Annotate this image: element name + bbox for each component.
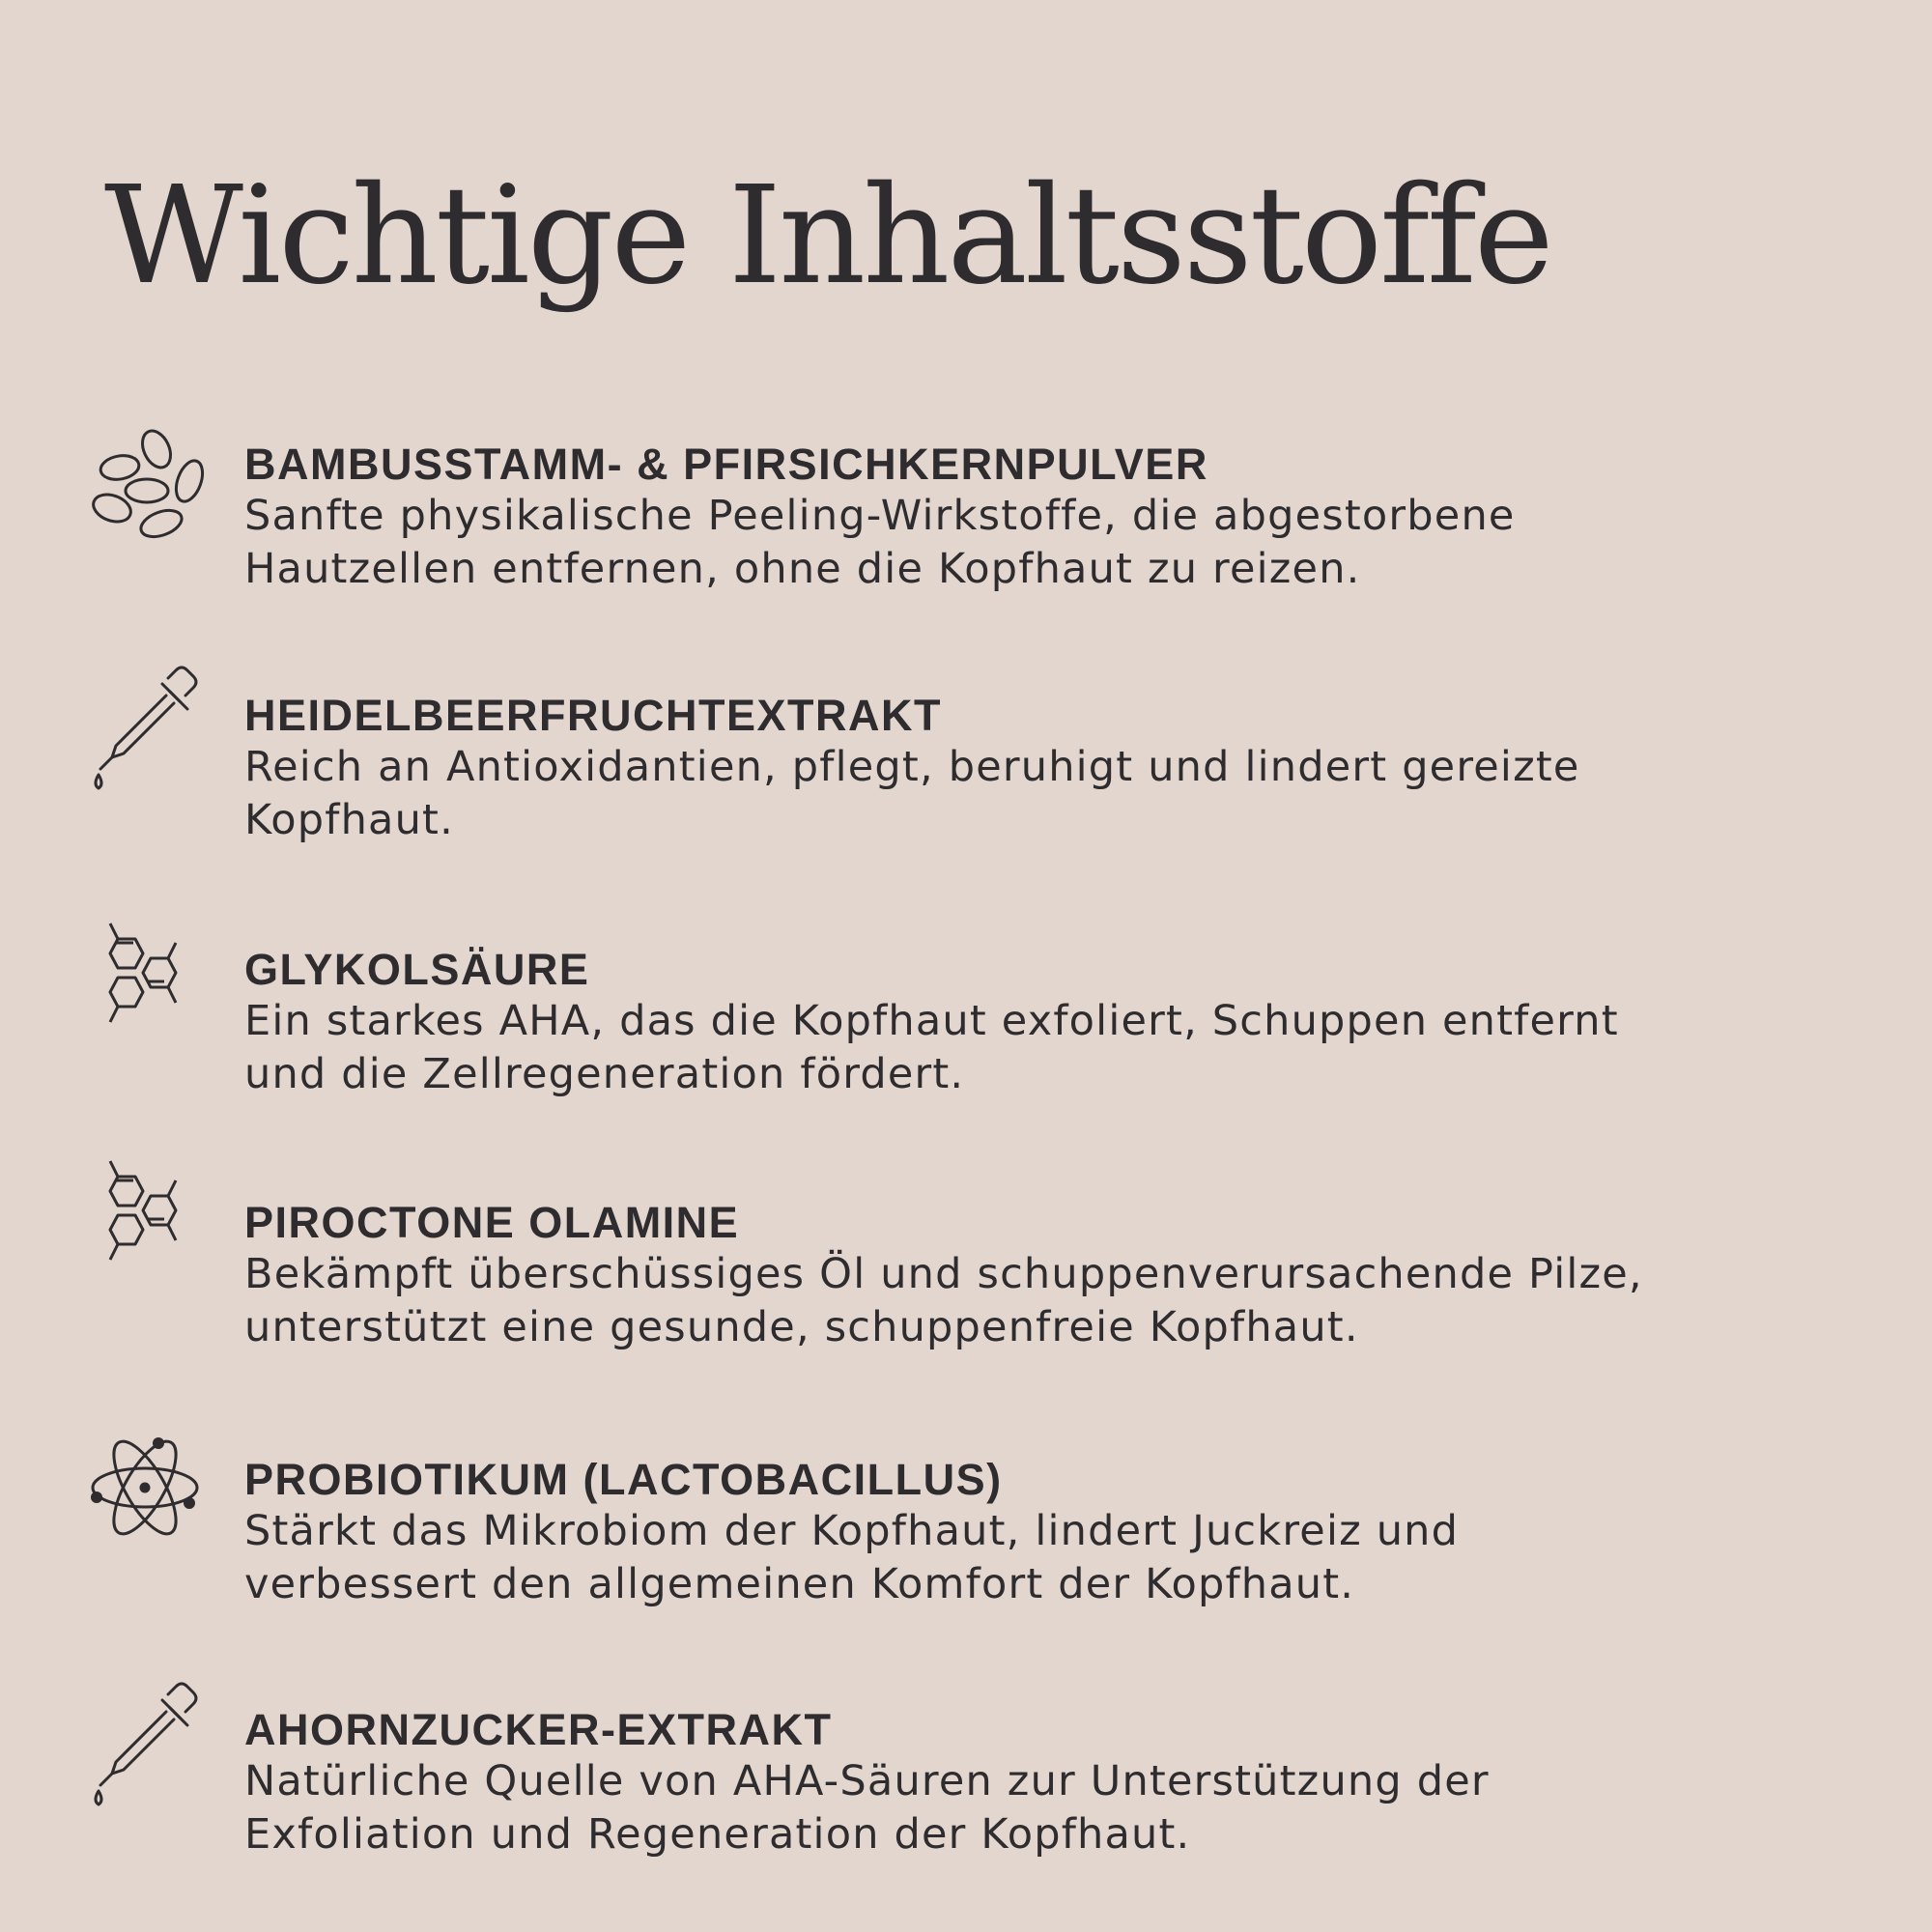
molecule-icon [89, 1153, 214, 1279]
ingredient-name: PROBIOTIKUM (LACTOBACILLUS) [244, 1455, 1003, 1504]
dropper-icon [89, 1681, 214, 1806]
ingredient-description: Reich an Antioxidantien, pflegt, beruhigt und lindert gereizte Kopfhaut. [244, 743, 1580, 844]
dropper-icon [89, 665, 214, 790]
ingredient-name: AHORNZUCKER-EXTRAKT [244, 1705, 833, 1754]
ingredient-name: PIROCTONE OLAMINE [244, 1198, 740, 1247]
ingredient-description: Stärkt das Mikrobiom der Kopfhaut, lindert Juckreiz und verbessert den allgemeinen Komfort der Kopfhaut. [244, 1507, 1460, 1608]
atom-icon [89, 1424, 214, 1549]
molecule-icon [89, 916, 214, 1041]
ingredient-description: Sanfte physikalische Peeling-Wirkstoffe, die abgestorbene Hautzellen entfernen, ohne die Kopfhaut zu reizen. [244, 492, 1516, 593]
ingredient-name: BAMBUSSTAMM- & PFIRSICHKERNPULVER [244, 440, 1208, 489]
ingredient-description: Ein starkes AHA, das die Kopfhaut exfoliert, Schuppen entfernt und die Zellregeneration fördert. [244, 997, 1619, 1098]
ingredient-description: Bekämpft überschüssiges Öl und schuppenverursachende Pilze, unterstützt eine gesunde, schuppenfreie Kopfhaut. [244, 1250, 1643, 1351]
seeds-icon [89, 425, 214, 551]
page-title: Wichtige Inhaltsstoffe [104, 157, 1551, 315]
ingredient-name: GLYKOLSÄURE [244, 945, 590, 994]
ingredient-description: Natürliche Quelle von AHA-Säuren zur Unterstützung der Exfoliation und Regeneration der Kopfhaut. [244, 1757, 1490, 1859]
ingredient-name: HEIDELBEERFRUCHTEXTRAKT [244, 691, 943, 740]
